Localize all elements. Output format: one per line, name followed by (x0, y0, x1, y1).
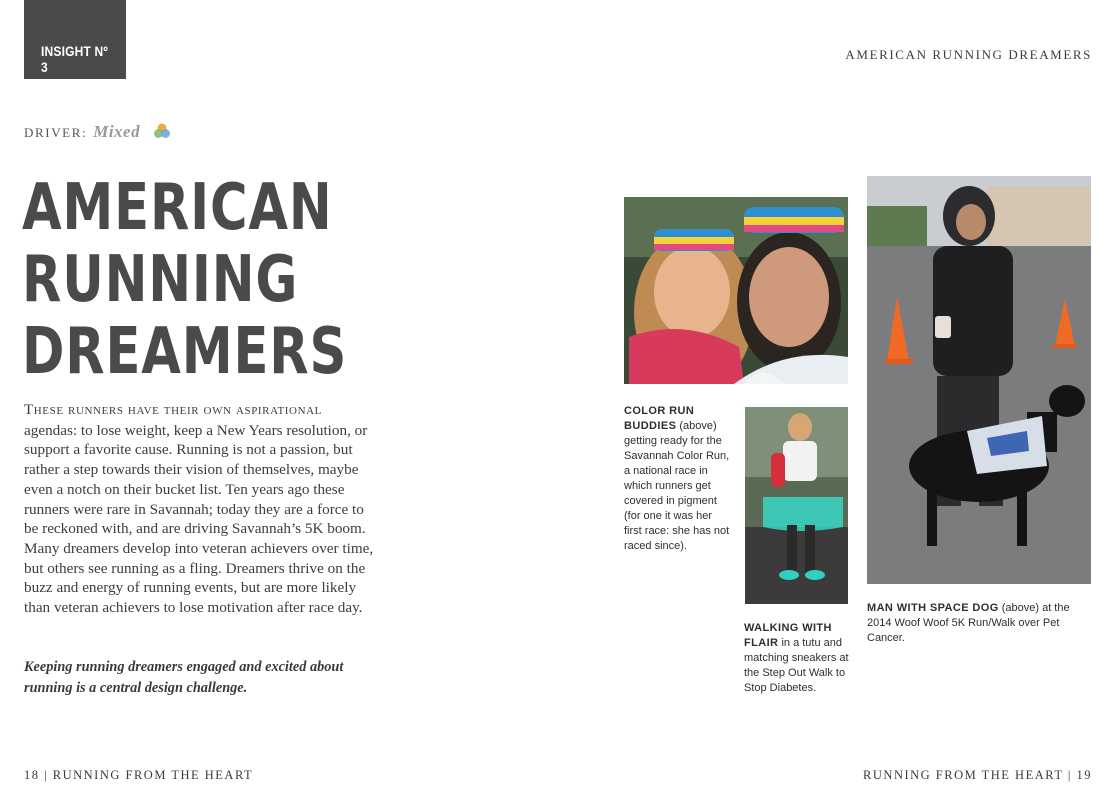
caption-color-run-text: (above) getting ready for the Savannah Color Run, a national race in which runners get covered in pigment (for one it was her first race: she has not raced since). (624, 420, 730, 552)
insight-tab (24, 0, 126, 79)
caption-color-run (624, 404, 732, 554)
photo-color-run-buddies (624, 197, 848, 384)
driver-value: Mixed (93, 122, 141, 141)
running-header: AMERICAN RUNNING DREAMERS (845, 47, 1092, 62)
caption-flair-text: in a tutu and matching sneakers at the Step Out Walk to Stop Diabetes. (744, 637, 849, 694)
page-title (22, 171, 348, 389)
insight-tab-label: INSIGHT Nº 3 (41, 43, 108, 75)
caption-color-run-strong: COLOR RUN BUDDIES (624, 405, 695, 432)
caption-man-with-space-dog (867, 601, 1092, 646)
photo-walking-with-flair (745, 407, 848, 604)
footer-left: 18 | RUNNING FROM THE HEART (24, 768, 254, 782)
driver-label: DRIVER: (24, 125, 88, 140)
venn-circles-icon (153, 123, 171, 139)
title-line: AMERICAN (22, 171, 333, 245)
title-line: DREAMERS (22, 315, 348, 389)
closing-statement: Keeping running dreamers engaged and excited about running is a central design challenge. (24, 659, 344, 696)
caption-space-dog-strong: MAN WITH SPACE DOG (867, 602, 999, 614)
photo-man-with-space-dog (867, 176, 1091, 584)
footer-right: RUNNING FROM THE HEART | 19 (863, 768, 1092, 782)
body-lead-in: These runners have their own aspirational (24, 402, 322, 418)
title-line: RUNNING (22, 243, 299, 317)
caption-walking-with-flair (744, 621, 854, 696)
caption-space-dog-text: (above) at the 2014 Woof Woof 5K Run/Walk over Pet Cancer. (867, 602, 1070, 644)
body-paragraph (24, 400, 376, 618)
body-text: agendas: to lose weight, keep a New Years resolution, or support a favorite cause. Running is not a passion, but rather a step towards their vision of themselves, maybe even a notch on their bucket list. Ten years ago these runners were rare in Savannah; today they are a force to be reckoned with, and are driving Savannah’s 5K boom. Many dreamers develop into veteran achievers over time, but others see running as a fling. Dreamers thrive on the buzz and energy of running events, but are more likely than veteran achievers to lose motivation after race day. (24, 421, 374, 617)
caption-flair-strong: WALKING WITH FLAIR (744, 622, 832, 649)
driver-line (24, 122, 140, 142)
